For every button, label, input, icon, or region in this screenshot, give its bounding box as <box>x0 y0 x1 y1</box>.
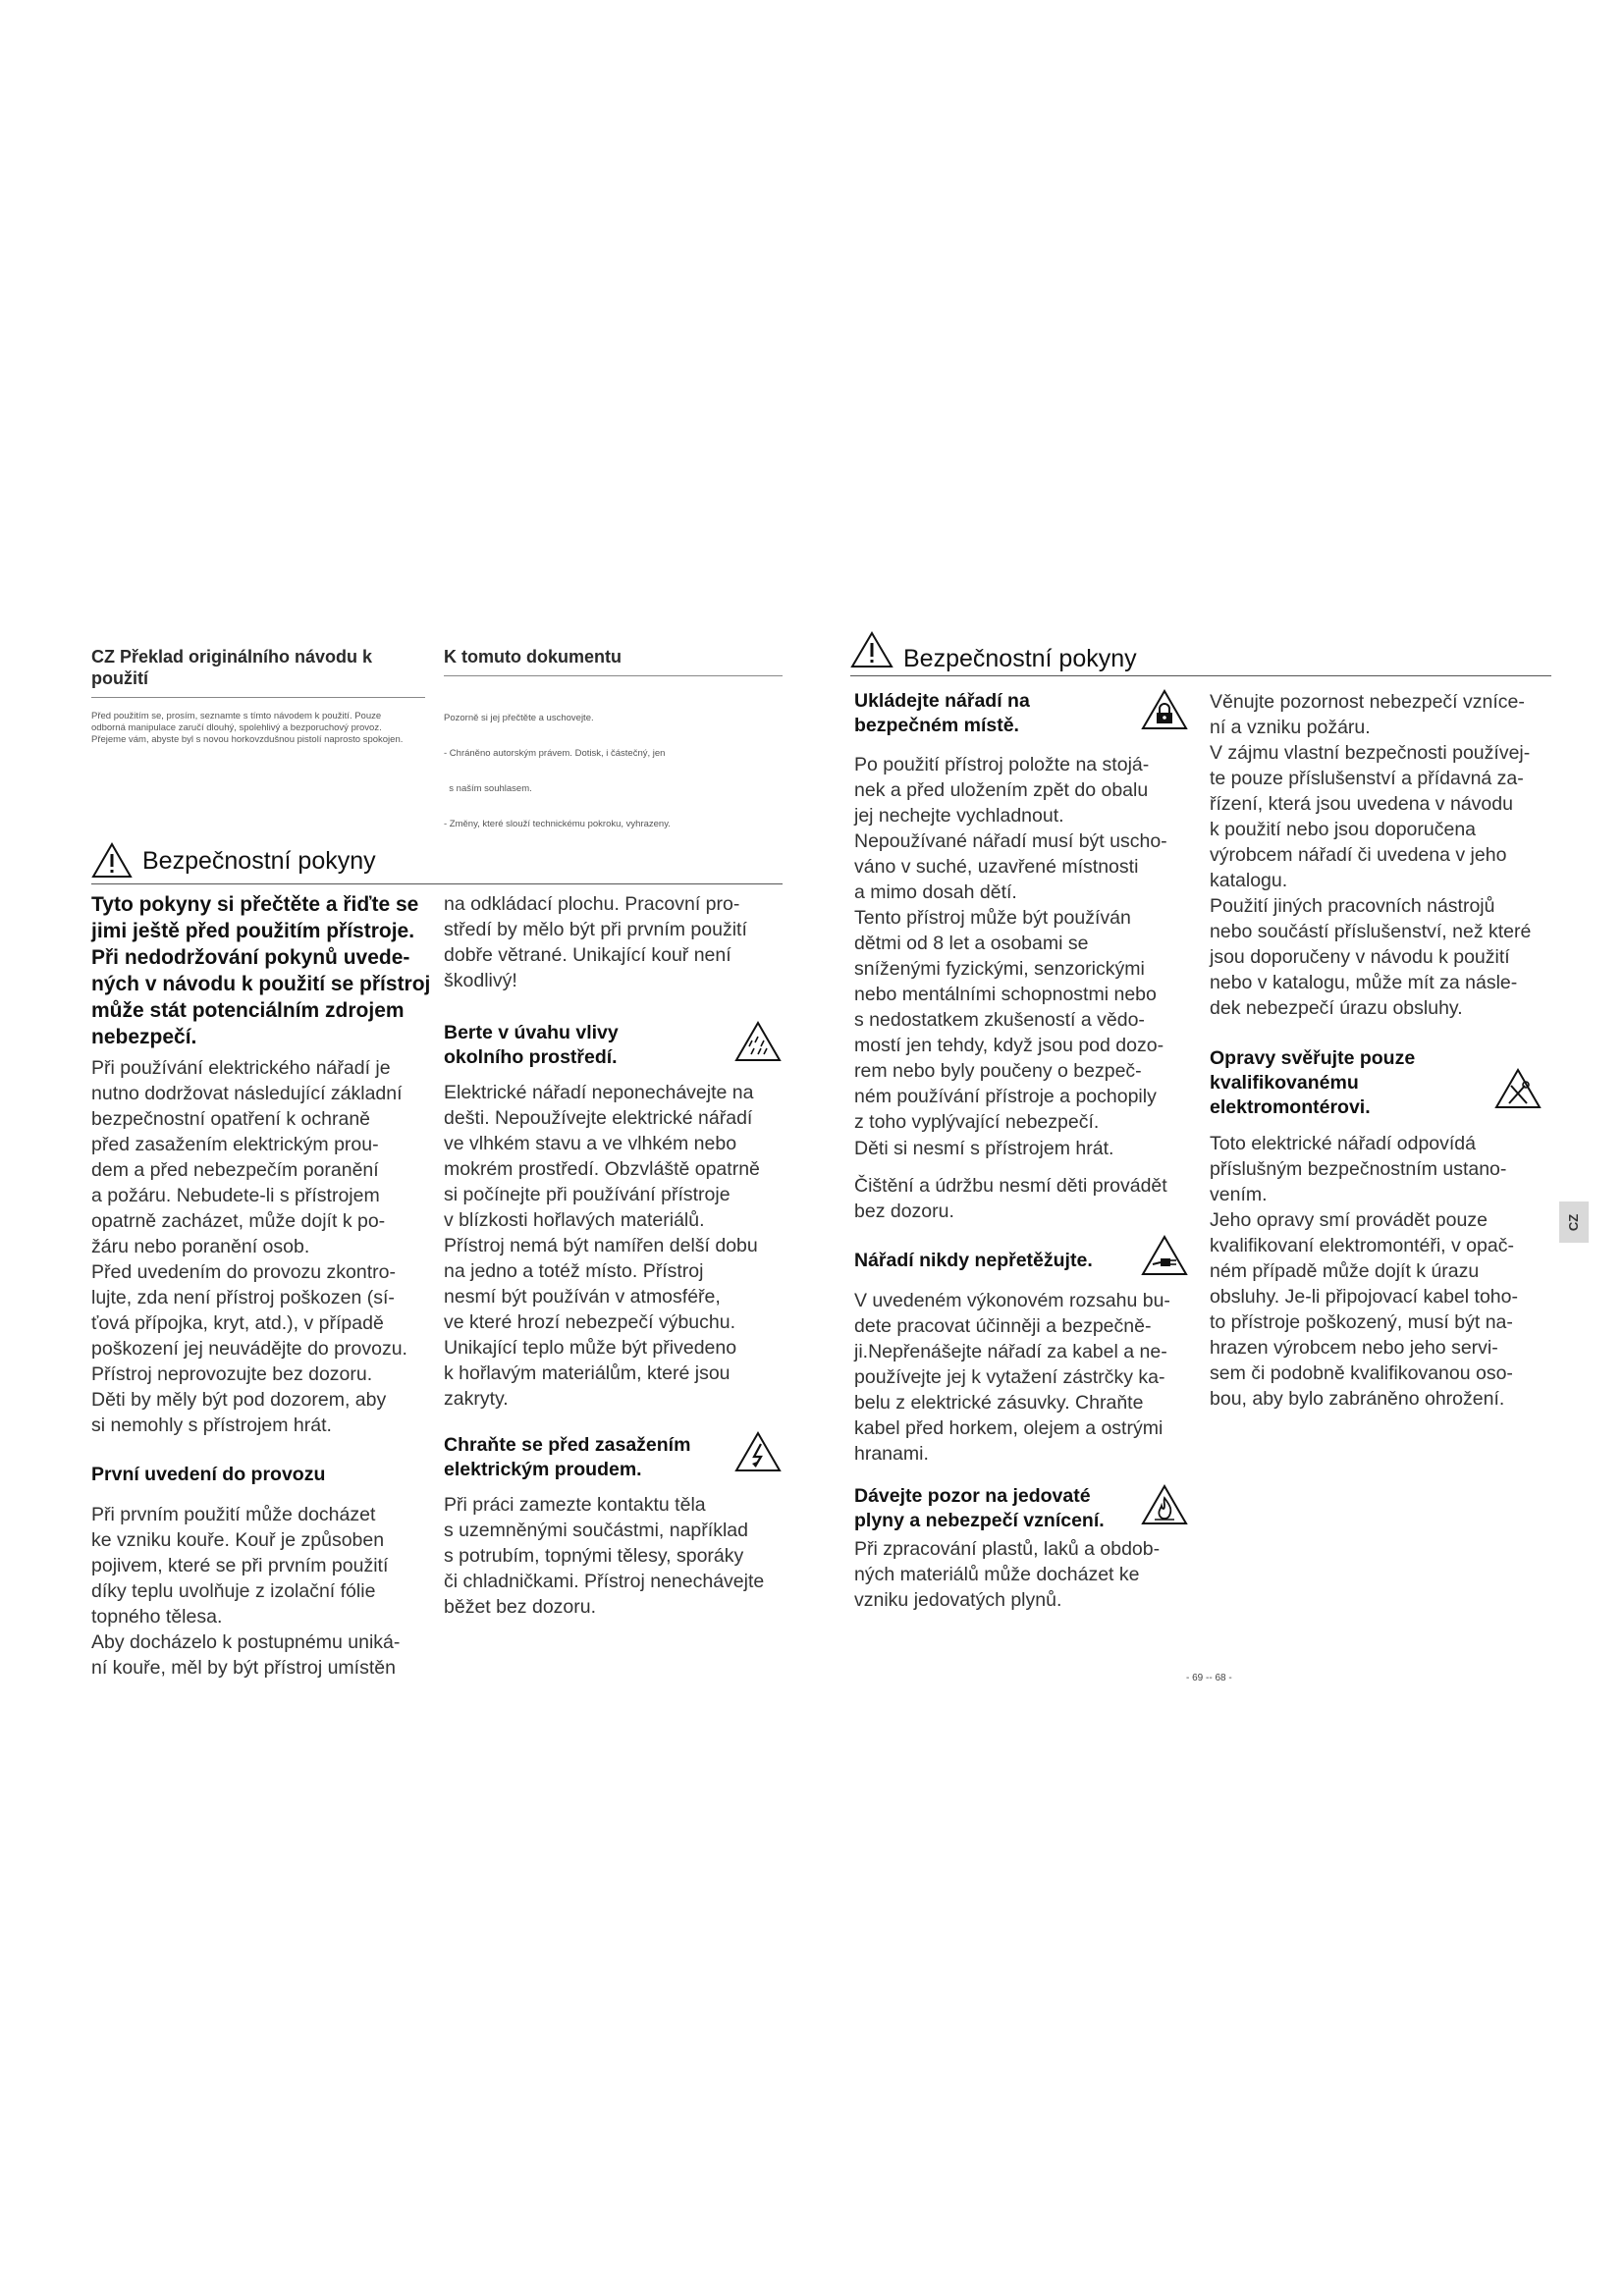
section-title-right: Bezpečnostní pokyny <box>903 645 1137 672</box>
lock-warning-icon <box>1141 689 1188 730</box>
electric-title: Chraňte se před zasažením elektrickým proudem. <box>444 1434 691 1480</box>
document-note-line: Pozorně si jej přečtěte a uschovejte. <box>444 713 594 723</box>
section-rule-right <box>850 675 1551 676</box>
environment-title: Berte v úvahu vlivy okolního prostředí. <box>444 1022 619 1068</box>
header-divider-right <box>444 675 783 676</box>
repair-title: Opravy svěřujte pouze kvalifikovanému elektromontérovi. <box>1210 1047 1416 1118</box>
first-use-title: První uvedení do provozu <box>91 1464 326 1485</box>
first-use-text: Při prvním použití může docházet ke vzniku kouře. Kouř je způsoben pojivem, které se při prvním použití díky teplu uvolňuje z izolační fólie topného tělesa. Aby docházelo k postupnému uniká- ní kouře, měl by být přístroj umístěn <box>91 1504 401 1679</box>
gas-text: Při zpracování plastů, laků a obdob- ných materiálů může docházet ke vzniku jedovatých plynů. <box>854 1538 1161 1611</box>
header-divider-left <box>91 697 425 698</box>
tools-warning-icon <box>1494 1068 1542 1109</box>
intro-warning: Tyto pokyny si přečtěte a řiďte se jimi ještě před použitím přístroje. Při nedodržování pokynů uvede- ných v návodu k použití se přístroj může stát potenciálním zdrojem nebezpečí. <box>91 893 431 1048</box>
plug-overload-warning-icon <box>1141 1235 1188 1276</box>
document-note-line: - Chráněno autorským právem. Dotisk, i částečný, jen <box>444 748 666 759</box>
translation-title: CZ Překlad originálního návodu k použití <box>91 647 373 688</box>
document-note-line: - Změny, které slouží technickému pokroku, vyhrazeny. <box>444 819 671 829</box>
store-title: Ukládejte nářadí na bezpečném místě. <box>854 690 1030 736</box>
environment-text: Elektrické nářadí neponechávejte na dešti. Nepoužívejte elektrické nářadí ve vlhkém stavu a ve vlhkém nebo mokrém prostředí. Obzvláště opatrně si počínejte při používání přístroje v blízkosti hořlavých materiálů. Přístroj nemá být namířen delší dobu na jedno a totéž místo. Přístroj nesmí být používán v atmosféře, ve které hrozí nebezpečí výbuchu. Unikající teplo může být přivedeno k hořlavým materiálům, které jsou zakryty. <box>444 1082 760 1410</box>
overload-text: V uvedeném výkonovém rozsahu bu- dete pracovat účinněji a bezpečně- ji.Nepřenášejte nářadí za kabel a ne- používejte jej k vytažení zástrčky ka- belu z elektrické zásuvky. Chraňte kabel před horkem, olejem a ostrými hranami. <box>854 1290 1170 1465</box>
section-title-left: Bezpečnostní pokyny <box>142 847 376 875</box>
electric-text: Při práci zamezte kontaktu těla s uzemněnými součástmi, například s potrubím, topnými tělesy, sporáky či chladničkami. Přístroj nenechávejte běžet bez dozoru. <box>444 1494 765 1618</box>
general-safety-text: Při používání elektrického nářadí je nutno dodržovat následující základní bezpečnostní opatření k ochraně před zasažením elektrickým prou- dem a před nebezpečím poranění a požáru. Nebudete-li s přístrojem opatrně zacházet, může dojít k po- žáru nebo poranění osob. Před uvedením do provozu zkontro- lujte, zda není přístroj poškozen (sí- ťová přípojka, kryt, atd.), v případě poškození jej neuvádějte do provozu. Přístroj neprovozujte bez dozoru. Děti by měly být pod dozorem, aby si nemohly s přístrojem hrát. <box>91 1057 407 1436</box>
first-use-continued: na odkládací plochu. Pracovní pro- středí by mělo být při prvním použití dobře větrané. Unikající kouř není škodlivý! <box>444 893 747 991</box>
translation-text: Před použitím se, prosím, seznamte s tímto návodem k použití. Pouze odborná manipulace zaručí dlouhý, spolehlivý a bezporuchový provoz. Přejeme vám, abyste byl s novou horkovzdušnou pistolí naprosto spokojen. <box>91 711 404 745</box>
warning-triangle-icon <box>91 842 133 879</box>
warning-triangle-icon <box>850 631 893 668</box>
page-numbers: - 69 -- 68 - <box>1186 1673 1232 1683</box>
language-tab <box>1559 1201 1589 1243</box>
fire-warning-icon <box>1141 1484 1188 1525</box>
gas-title: Dávejte pozor na jedovaté plyny a nebezpečí vznícení. <box>854 1485 1105 1531</box>
rain-warning-icon <box>734 1021 782 1062</box>
language-tab-label: CZ <box>1566 1213 1582 1231</box>
repair-text: Toto elektrické nářadí odpovídá příslušným bezpečnostním ustano- vením. Jeho opravy smí provádět pouze kvalifikovaní elektromontéři, v opač- ném případě může dojít k úrazu obsluhy. Je-li připojovací kabel toho- to přístroje poškozený, musí být na- hrazen výrobcem nebo jeho servi- sem či podobně kvalifikovanou oso- bou, aby bylo zabráněno ohrožení. <box>1210 1133 1518 1410</box>
document-title: K tomuto dokumentu <box>444 647 622 667</box>
fire-text: Věnujte pozornost nebezpečí vzníce- ní a vzniku požáru. V zájmu vlastní bezpečnosti používej- te pouze příslušenství a přídavná za- řízení, která jsou uvedena v návodu k použití nebo jsou doporučena výrobcem nářadí či uvedena v jeho katalogu. Použití jiných pracovních nástrojů nebo součástí příslušenství, než které jsou doporučeny v návodu k použití nebo v katalogu, může mít za násle- dek nebezpečí úrazu obsluhy. <box>1210 691 1532 1019</box>
document-notes <box>444 689 783 842</box>
store-text: Po použití přístroj položte na stojá- nek a před uložením zpět do obalu jej nechejte vychladnout. Nepoužívané nářadí musí být uscho- váno v suché, uzavřené místnosti a mimo dosah dětí. Tento přístroj může být používán dětmi od 8 let a osobami se sníženými fyzickými, senzorickými nebo mentálními schopnostmi nebo s nedostatkem zkušeností a vědo- mostí jen tehdy, když jsou pod dozo- rem nebo byly poučeny o bezpeč- ném používání přístroje a pochopily z toho vyplývající nebezpečí. <box>854 754 1167 1133</box>
document-note-line: s naším souhlasem. <box>444 783 532 794</box>
section-rule-left <box>91 883 783 884</box>
electric-shock-warning-icon <box>734 1431 782 1472</box>
children-text: Děti si nesmí s přístrojem hrát. <box>854 1138 1114 1159</box>
overload-title: Nářadí nikdy nepřetěžujte. <box>854 1250 1093 1271</box>
cleaning-text: Čištění a údržbu nesmí děti provádět bez dozoru. <box>854 1175 1167 1222</box>
